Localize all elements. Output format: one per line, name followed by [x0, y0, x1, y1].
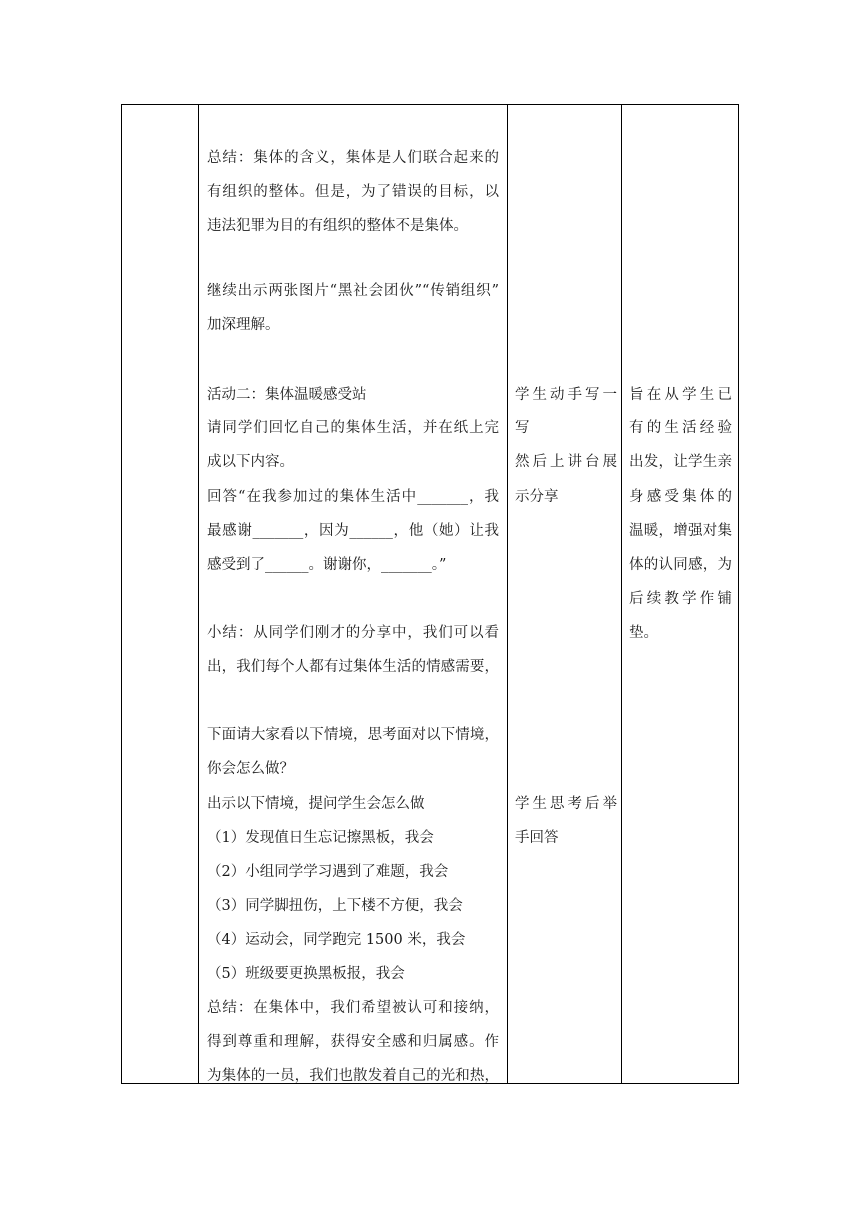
scenario-intro-line: 下面请大家看以下情境，思考面对以下情境， [207, 727, 499, 743]
show-scenarios-line: 出示以下情境，提问学生会怎么做 [207, 796, 425, 812]
scenario-item: （1）发现值日生忘记擦黑板，我会 [207, 830, 434, 846]
intent-line: 出发，让学生亲 [629, 454, 732, 470]
summary-line: 总结：集体的含义，集体是人们联合起来的 [207, 150, 499, 166]
student-activity-line: 学生动手写一 [515, 387, 617, 403]
answer-prompt-line: 感受到了______。谢谢你，_______。” [207, 557, 447, 573]
summary-line: 有组织的整体。但是，为了错误的目标，以 [207, 184, 499, 200]
lesson-plan-table [121, 104, 739, 1084]
summary2-line: 出，我们每个人都有过集体生活的情感需要， [207, 659, 499, 675]
column-divider [198, 105, 199, 1083]
scenario-item: （3）同学脚扭伤，上下楼不方便，我会 [207, 898, 463, 914]
student-activity-cell [515, 105, 617, 1083]
answer-prompt-line: 回答“在我参加过的集体生活中_______，我 [207, 489, 499, 505]
answer-prompt-line: 最感谢_______，因为______，他（她）让我 [207, 523, 499, 539]
scenario-item: （4）运动会，同学跑完 1500 米，我会 [207, 932, 466, 948]
scenario-intro-line: 你会怎么做？ [207, 761, 294, 777]
continue-line: 继续出示两张图片“黑社会团伙”“传销组织” [207, 283, 499, 299]
intent-line: 后续教学作铺 [629, 591, 732, 607]
student-activity-line: 示分享 [515, 489, 559, 505]
design-intent-cell [629, 105, 732, 1083]
summary2-line: 小结：从同学们刚才的分享中，我们可以看 [207, 625, 499, 641]
scenario-item: （2）小组同学学习遇到了难题，我会 [207, 864, 449, 880]
summary3-line: 得到尊重和理解，获得安全感和归属感。作 [207, 1034, 499, 1050]
intent-line: 旨在从学生已 [629, 387, 732, 403]
scenario-item: （5）班级要更换黑板报，我会 [207, 966, 405, 982]
activity-intro-line: 成以下内容。 [207, 454, 294, 470]
intent-line: 身感受集体的 [629, 489, 732, 505]
activity-intro-line: 请同学们回忆自己的集体生活，并在纸上完 [207, 420, 499, 436]
column-1-cell [122, 105, 198, 1083]
activity-title: 活动二：集体温暖感受站 [207, 387, 367, 403]
column-divider [621, 105, 622, 1083]
column-divider [507, 105, 508, 1083]
summary-line: 违法犯罪为目的有组织的整体不是集体。 [207, 218, 468, 234]
student-response-line: 学生思考后举 [515, 796, 617, 812]
student-response-line: 手回答 [515, 830, 559, 846]
continue-line: 加深理解。 [207, 317, 280, 333]
summary3-line: 为集体的一员，我们也散发着自己的光和热， [207, 1068, 499, 1084]
student-activity-line: 然后上讲台展 [515, 454, 617, 470]
summary3-line: 总结：在集体中，我们希望被认可和接纳， [207, 1000, 499, 1016]
intent-line: 有的生活经验 [629, 420, 732, 436]
intent-line: 温暖，增强对集 [629, 523, 732, 539]
teacher-activity-cell [207, 105, 499, 1083]
student-activity-line: 写 [515, 420, 530, 436]
intent-line: 垫。 [629, 625, 658, 641]
intent-line: 体的认同感，为 [629, 557, 732, 573]
